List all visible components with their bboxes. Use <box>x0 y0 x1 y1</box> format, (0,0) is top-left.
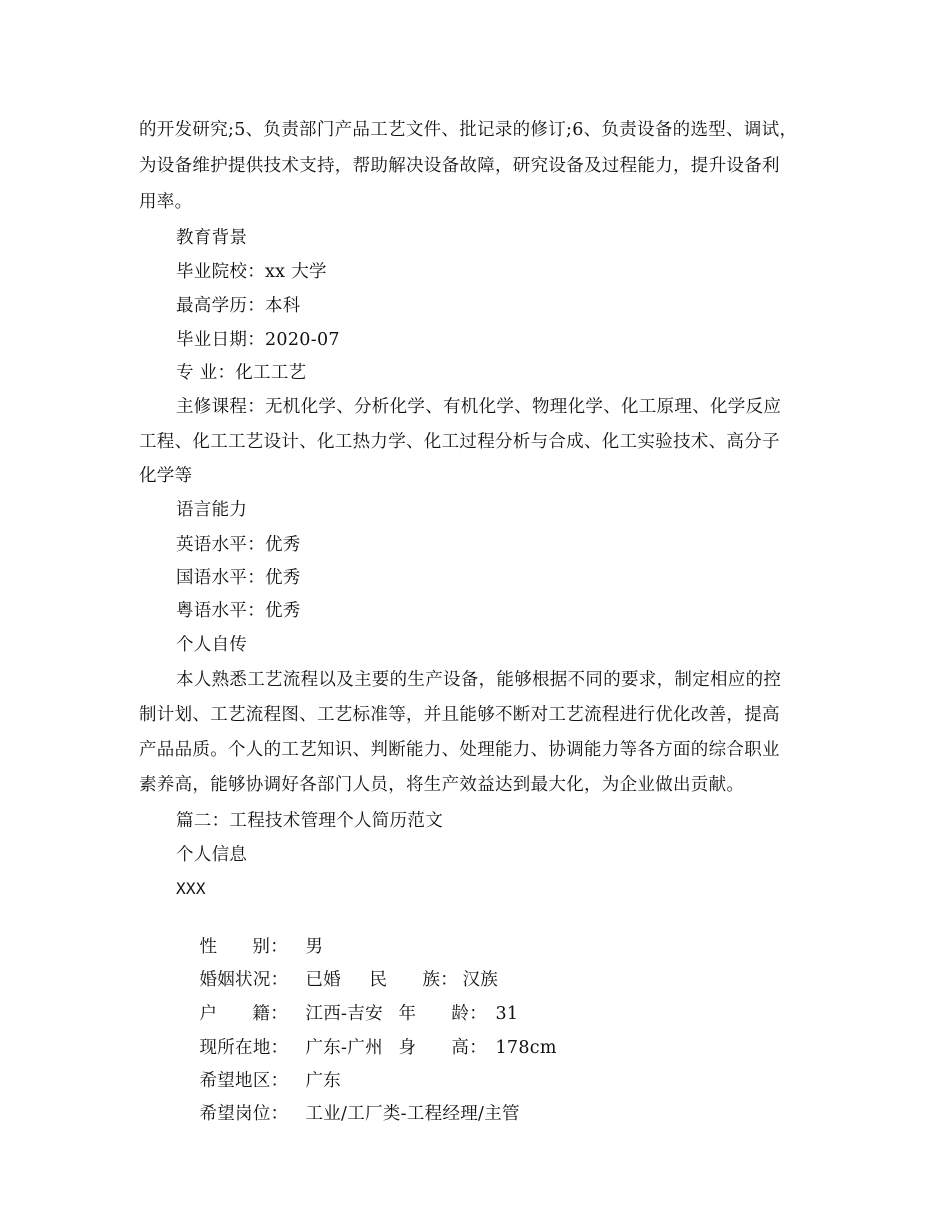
field-value: 31 <box>495 1004 519 1024</box>
field-value: 广东-广州 <box>305 1038 383 1058</box>
field-value: 汉族 <box>462 970 499 990</box>
language-heading: 语言能力 <box>176 500 248 520</box>
grad-date-line: 毕业日期：2020-07 <box>176 330 340 350</box>
field-label: 性 别： <box>199 937 289 957</box>
field-label: 身 高： <box>398 1038 488 1058</box>
english-level: 英语水平：优秀 <box>176 535 301 555</box>
field-label: 希望地区： <box>199 1071 289 1091</box>
field-value: 男 <box>305 937 324 957</box>
field-label: 婚姻状况： <box>199 970 289 990</box>
cantonese-level: 粤语水平：优秀 <box>176 601 301 621</box>
field-label: 民 族： <box>369 970 459 990</box>
field-label: 户 籍： <box>199 1004 289 1024</box>
section2-title: 篇二：工程技术管理个人简历范文 <box>176 811 443 831</box>
paragraph-line: 用率。 <box>139 192 193 212</box>
self-intro-line: 素养高，能够协调好各部门人员，将生产效益达到最大化，为企业做出贡献。 <box>139 775 745 795</box>
field-value: 已婚 <box>305 970 342 990</box>
paragraph-line: 的开发研究;5、负责部门产品工艺文件、批记录的修订;6、负责设备的选型、调试， <box>139 120 798 140</box>
education-heading: 教育背景 <box>176 228 248 248</box>
courses-line: 化学等 <box>139 466 193 486</box>
field-label: 年 龄： <box>398 1004 488 1024</box>
field-label: 现所在地： <box>199 1038 289 1058</box>
self-intro-line: 制计划、工艺流程图、工艺标准等，并且能够不断对工艺流程进行优化改善，提高 <box>139 705 780 725</box>
field-value: 工业/工厂类-工程经理/主管 <box>305 1104 520 1124</box>
courses-line: 主修课程：无机化学、分析化学、有机化学、物理化学、化工原理、化学反应 <box>176 397 782 417</box>
mandarin-level: 国语水平：优秀 <box>176 568 301 588</box>
candidate-name: XXX <box>176 879 206 898</box>
personal-info-heading: 个人信息 <box>176 845 248 865</box>
degree-line: 最高学历：本科 <box>176 296 301 316</box>
field-value: 江西-吉安 <box>305 1004 383 1024</box>
field-value: 广东 <box>305 1071 342 1091</box>
field-value: 178cm <box>495 1038 557 1058</box>
field-label: 希望岗位： <box>199 1104 289 1124</box>
school-line: 毕业院校：xx 大学 <box>176 262 327 282</box>
self-intro-line: 本人熟悉工艺流程以及主要的生产设备，能够根据不同的要求，制定相应的控 <box>176 670 782 690</box>
self-intro-line: 产品品质。个人的工艺知识、判断能力、处理能力、协调能力等各方面的综合职业 <box>139 740 780 760</box>
paragraph-line: 为设备维护提供技术支持，帮助解决设备故障，研究设备及过程能力，提升设备利 <box>139 156 780 176</box>
major-line: 专 业：化工工艺 <box>176 363 307 383</box>
info-row-desired-position <box>176 1078 856 1150</box>
courses-line: 工程、化工工艺设计、化工热力学、化工过程分析与合成、化工实验技术、高分子 <box>139 432 780 452</box>
self-intro-heading: 个人自传 <box>176 635 248 655</box>
